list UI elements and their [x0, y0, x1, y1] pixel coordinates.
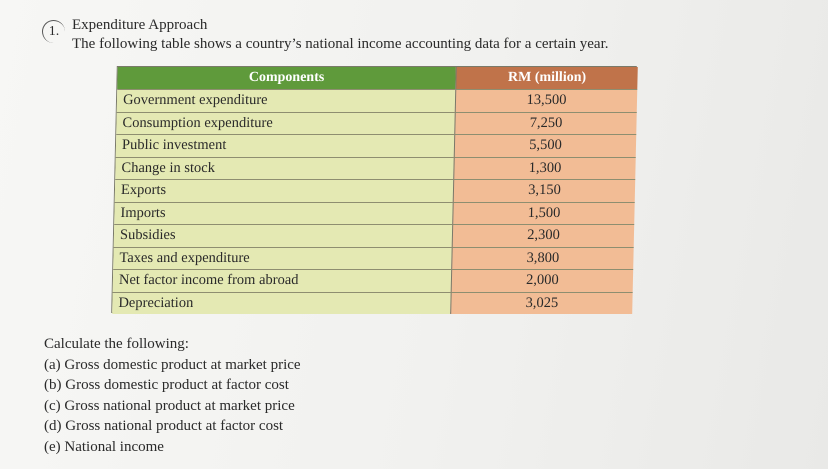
calculate-item: (b) Gross domestic product at factor cost: [44, 377, 289, 393]
row-label: Imports: [114, 202, 453, 225]
row-value: 5,500: [454, 134, 637, 157]
row-value: 3,150: [453, 179, 636, 202]
row-label: Net factor income from abroad: [113, 269, 452, 292]
row-label: Consumption expenditure: [116, 112, 455, 135]
calculate-item: (c) Gross national product at market price: [44, 397, 295, 414]
question-title: Expenditure Approach: [72, 17, 208, 33]
calculate-intro: Calculate the following:: [44, 336, 189, 352]
row-label: Exports: [115, 179, 454, 202]
calculate-item: (e) National income: [44, 438, 164, 455]
header-components: Components: [117, 67, 455, 89]
question-number: 1.: [42, 20, 65, 43]
row-value: 2,300: [452, 224, 635, 247]
row-value: 1,500: [452, 202, 635, 225]
calculate-item: (d) Gross national product at factor cost: [44, 418, 284, 434]
row-label: Depreciation: [112, 292, 451, 315]
calculate-item: (a) Gross domestic product at market price: [44, 356, 301, 373]
income-table: [111, 66, 637, 313]
question-header: [72, 16, 608, 54]
row-value: 3,800: [451, 247, 634, 270]
calculate-section: [44, 334, 301, 457]
question-subtitle: The following table shows a country’s national income accounting data for a certain year.: [72, 36, 609, 52]
row-value: 7,250: [454, 112, 637, 135]
row-value: 13,500: [455, 89, 638, 112]
row-value: 3,025: [450, 292, 633, 315]
row-value: 2,000: [451, 269, 634, 292]
row-label: Public investment: [116, 134, 455, 157]
row-label: Subsidies: [114, 224, 453, 247]
row-label: Taxes and expenditure: [113, 247, 452, 270]
row-value: 1,300: [453, 157, 636, 180]
header-value: RM (million): [455, 67, 637, 89]
row-label: Change in stock: [115, 157, 454, 180]
row-label: Government expenditure: [117, 89, 456, 112]
